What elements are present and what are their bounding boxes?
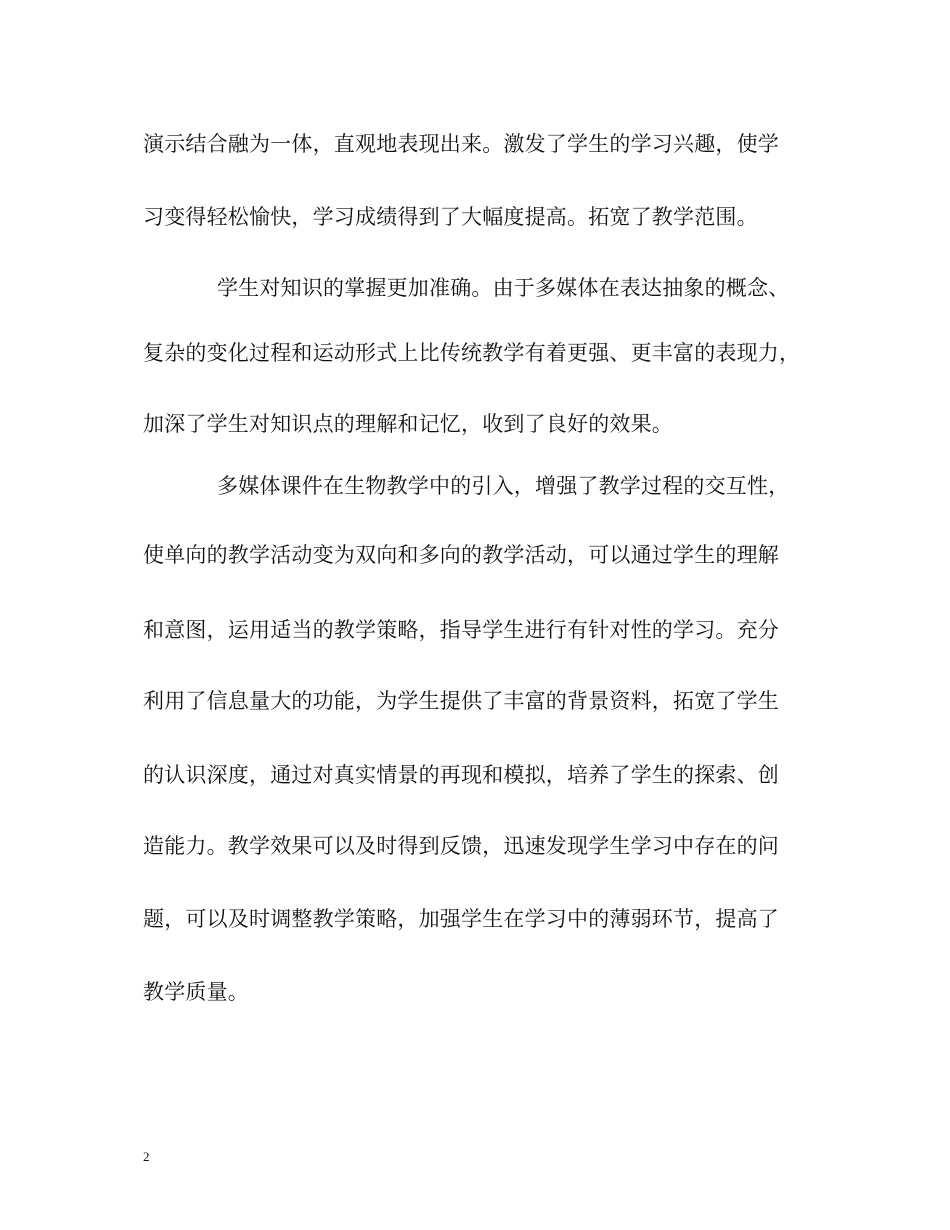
text-line: 利用了信息量大的功能，为学生提供了丰富的背景资料，拓宽了学生 bbox=[143, 689, 779, 713]
text-line: 复杂的变化过程和运动形式上比传统教学有着更强、更丰富的表现力， bbox=[143, 341, 801, 365]
text-line: 使单向的教学活动变为双向和多向的教学活动，可以通过学生的理解 bbox=[143, 543, 779, 567]
text-line: 和意图，运用适当的教学策略，指导学生进行有针对性的学习。充分 bbox=[143, 618, 779, 642]
paragraph-first-line: 多媒体课件在生物教学中的引入，增强了教学过程的交互性， bbox=[217, 474, 790, 498]
text-line: 教学质量。 bbox=[143, 980, 249, 1004]
text-line: 加深了学生对知识点的理解和记忆，收到了良好的效果。 bbox=[143, 412, 673, 436]
text-line: 演示结合融为一体，直观地表现出来。激发了学生的学习兴趣，使学 bbox=[143, 132, 779, 156]
text-line: 题，可以及时调整教学策略，加强学生在学习中的薄弱环节，提高了 bbox=[143, 907, 779, 931]
text-line: 造能力。教学效果可以及时得到反馈，迅速发现学生学习中存在的问 bbox=[143, 834, 779, 858]
text-line: 习变得轻松愉快，学习成绩得到了大幅度提高。拓宽了教学范围。 bbox=[143, 205, 758, 229]
paragraph-first-line: 学生对知识的掌握更加准确。由于多媒体在表达抽象的概念、 bbox=[217, 276, 790, 300]
text-line: 的认识深度，通过对真实情景的再现和模拟，培养了学生的探索、创 bbox=[143, 763, 779, 787]
page-number: 2 bbox=[143, 1149, 150, 1164]
